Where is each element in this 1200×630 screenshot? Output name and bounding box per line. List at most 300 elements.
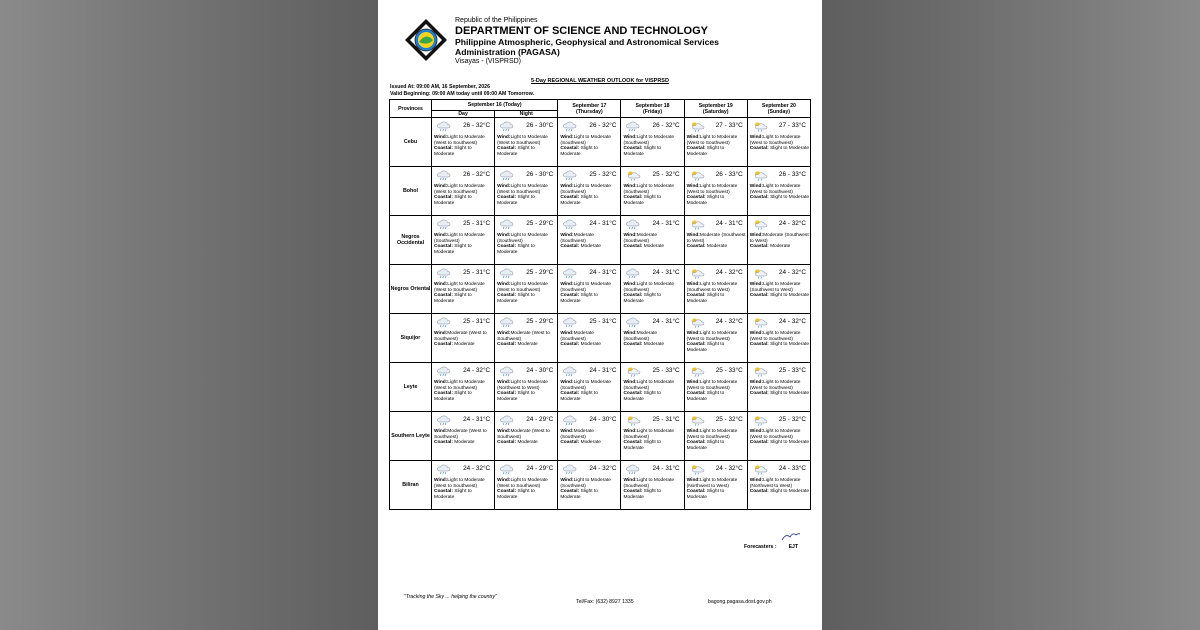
- coastal-value: Slight to Moderate: [770, 195, 809, 201]
- wind-label: Wind:: [749, 282, 764, 287]
- forecast-cell: [495, 461, 558, 510]
- wind-label: Wind:: [686, 135, 700, 140]
- coastal-value: Slight to Moderate: [686, 440, 725, 451]
- temperature-range: 25 - 31°C: [463, 269, 491, 276]
- wind-label: Wind:: [497, 478, 511, 483]
- day-subheader: Day: [432, 111, 495, 118]
- coastal-value: Slight to Moderate: [497, 195, 535, 206]
- forecast-cell: [495, 314, 558, 363]
- coastal-label: Coastal:: [497, 391, 517, 397]
- province-name: Cebu: [390, 118, 432, 167]
- forecasters-label: Forecasters :: [744, 544, 777, 550]
- wind-value: Light to Moderate (West to Southwest): [434, 184, 485, 195]
- coastal-value: Slight to Moderate: [686, 293, 725, 304]
- forecast-cell: [747, 265, 810, 314]
- forecast-cell: [747, 216, 810, 265]
- wind-label: Wind:: [560, 135, 574, 140]
- wind-label: Wind:: [749, 478, 764, 483]
- forecast-cell: [558, 363, 621, 412]
- coastal-value: Slight to Moderate: [623, 146, 662, 157]
- wind-value: Light to Moderate (West to Southwest): [497, 184, 548, 195]
- forecaster-signature: [781, 528, 801, 538]
- day-header: September 19 (Saturday): [684, 100, 747, 118]
- coastal-value: Slight to Moderate: [686, 391, 725, 402]
- letterhead: [455, 16, 719, 66]
- coastal-value: Slight to Moderate: [623, 293, 662, 304]
- coastal-value: Moderate: [454, 342, 475, 348]
- temperature-range: 24 - 32°C: [589, 465, 617, 472]
- coastal-label: Coastal:: [623, 293, 643, 299]
- wind-label: Wind:: [434, 282, 448, 287]
- forecast-details: [750, 282, 809, 299]
- temperature-range: 24 - 32°C: [778, 220, 806, 227]
- forecast-details: [434, 429, 493, 446]
- coastal-label: Coastal:: [749, 244, 769, 250]
- forecast-details: [434, 233, 493, 255]
- forecast-cell: [432, 118, 495, 167]
- temperature-range: 24 - 32°C: [715, 269, 743, 276]
- temperature-range: 25 - 32°C: [652, 171, 680, 178]
- wind-value: Moderate (Southwest): [560, 331, 594, 342]
- coastal-label: Coastal:: [749, 391, 769, 397]
- temperature-range: 24 - 32°C: [463, 465, 491, 472]
- temperature-range: 25 - 31°C: [463, 318, 491, 325]
- wind-label: Wind:: [560, 380, 574, 385]
- coastal-label: Coastal:: [434, 195, 453, 201]
- coastal-value: Slight to Moderate: [560, 195, 598, 206]
- wind-label: Wind:: [434, 233, 448, 238]
- coastal-value: Moderate: [454, 440, 475, 446]
- coastal-label: Coastal:: [560, 244, 580, 250]
- coastal-label: Coastal:: [497, 342, 517, 348]
- forecast-cell: [684, 118, 747, 167]
- coastal-label: Coastal:: [623, 440, 643, 446]
- temperature-range: 25 - 31°C: [463, 220, 491, 227]
- wind-label: Wind:: [434, 135, 448, 140]
- forecast-cell: [684, 216, 747, 265]
- temperature-range: 24 - 29°C: [526, 416, 554, 423]
- forecast-details: [687, 135, 746, 157]
- forecast-details: [497, 233, 556, 255]
- wind-value: Light to Moderate (Southwest): [560, 282, 611, 293]
- wind-label: Wind:: [749, 331, 764, 336]
- wind-value: Light to Moderate (Southwest to West): [686, 282, 738, 293]
- coastal-label: Coastal:: [560, 146, 580, 152]
- coastal-value: Moderate: [643, 244, 665, 250]
- temperature-range: 25 - 29°C: [526, 220, 554, 227]
- forecast-cell: [432, 216, 495, 265]
- coastal-label: Coastal:: [497, 195, 517, 201]
- forecast-cell: [621, 216, 684, 265]
- forecast-cell: [432, 461, 495, 510]
- forecast-cell: [747, 363, 810, 412]
- coastal-value: Slight to Moderate: [623, 195, 662, 206]
- forecast-cell: [684, 265, 747, 314]
- coastal-value: Slight to Moderate: [560, 489, 598, 500]
- forecast-details: [623, 429, 682, 451]
- temperature-range: 24 - 33°C: [778, 465, 806, 472]
- table-row: [390, 167, 811, 216]
- wind-value: Light to Moderate (Southwest): [623, 478, 675, 489]
- wind-label: Wind:: [686, 282, 700, 287]
- forecasters: [744, 544, 798, 550]
- forecast-cell: [621, 314, 684, 363]
- wind-label: Wind:: [623, 184, 637, 189]
- temperature-range: 25 - 29°C: [526, 318, 554, 325]
- forecast-details: [687, 282, 746, 304]
- wind-value: Light to Moderate (West to Southwest): [434, 282, 485, 293]
- wind-label: Wind:: [434, 380, 448, 385]
- wind-value: Light to Moderate (West to Southwest): [749, 331, 801, 342]
- wind-value: Light to Moderate (Southwest): [623, 429, 675, 440]
- forecast-cell: [432, 314, 495, 363]
- coastal-label: Coastal:: [623, 244, 643, 250]
- coastal-value: Slight to Moderate: [770, 146, 809, 152]
- province-name: Bohol: [390, 167, 432, 216]
- forecast-details: [560, 331, 619, 348]
- forecast-cell: [495, 167, 558, 216]
- wind-label: Wind:: [560, 478, 574, 483]
- forecaster-initials: EJT: [788, 544, 799, 550]
- temperature-range: 24 - 32°C: [715, 465, 743, 472]
- wind-label: Wind:: [749, 380, 764, 385]
- wind-label: Wind:: [686, 380, 700, 385]
- coastal-label: Coastal:: [434, 293, 453, 299]
- coastal-value: Slight to Moderate: [434, 146, 472, 157]
- coastal-value: Slight to Moderate: [686, 195, 725, 206]
- forecast-details: [750, 233, 809, 250]
- forecast-details: [623, 233, 682, 250]
- wind-label: Wind:: [434, 478, 448, 483]
- forecast-details: [497, 429, 556, 446]
- forecast-cell: [684, 461, 747, 510]
- forecast-cell: [558, 216, 621, 265]
- pagasa-logo: [404, 18, 448, 62]
- coastal-label: Coastal:: [749, 342, 769, 348]
- wind-label: Wind:: [434, 331, 448, 336]
- wind-value: Light to Moderate (West to Southwest): [686, 184, 738, 195]
- forecast-details: [497, 478, 556, 500]
- wind-label: Wind:: [560, 429, 574, 434]
- forecast-cell: [747, 118, 810, 167]
- coastal-label: Coastal:: [749, 146, 769, 152]
- forecast-cell: [684, 363, 747, 412]
- forecast-details: [560, 478, 619, 500]
- forecast-cell: [432, 167, 495, 216]
- wind-label: Wind:: [686, 478, 700, 483]
- forecast-details: [750, 429, 809, 446]
- table-row: [390, 265, 811, 314]
- forecast-details: [434, 331, 493, 348]
- forecast-cell: [747, 314, 810, 363]
- temperature-range: 24 - 31°C: [589, 220, 617, 227]
- temperature-range: 25 - 31°C: [652, 416, 680, 423]
- temperature-range: 26 - 32°C: [463, 171, 491, 178]
- coastal-label: Coastal:: [749, 293, 769, 299]
- temperature-range: 25 - 32°C: [715, 416, 743, 423]
- wind-value: Moderate (Southwest): [560, 429, 594, 440]
- coastal-value: Slight to Moderate: [686, 342, 725, 353]
- telfax: Tel/Fax: (632) 8927 1335: [576, 599, 634, 605]
- coastal-label: Coastal:: [560, 342, 580, 348]
- temperature-range: 26 - 32°C: [463, 122, 491, 129]
- background-left: [0, 0, 378, 630]
- coastal-label: Coastal:: [749, 195, 769, 201]
- coastal-label: Coastal:: [497, 440, 517, 446]
- forecast-details: [497, 331, 556, 348]
- coastal-label: Coastal:: [560, 293, 580, 299]
- outlook-document: [378, 0, 822, 630]
- coastal-value: Moderate: [517, 440, 538, 446]
- temperature-range: 25 - 29°C: [526, 269, 554, 276]
- forecast-details: [623, 135, 682, 157]
- forecast-cell: [432, 363, 495, 412]
- wind-label: Wind:: [623, 135, 637, 140]
- valid-period: Valid Beginning: 09:00 AM today until 09:00 AM Tomorrow.: [390, 90, 535, 97]
- forecast-cell: [495, 412, 558, 461]
- temperature-range: 24 - 29°C: [526, 465, 554, 472]
- coastal-label: Coastal:: [434, 440, 453, 446]
- coastal-value: Slight to Moderate: [497, 293, 535, 304]
- temperature-range: 27 - 33°C: [778, 122, 806, 129]
- forecast-details: [750, 380, 809, 397]
- forecast-details: [497, 282, 556, 304]
- wind-value: Light to Moderate (West to Southwest): [749, 429, 801, 440]
- temperature-range: 26 - 30°C: [526, 171, 554, 178]
- forecast-details: [687, 233, 746, 250]
- forecast-details: [497, 380, 556, 402]
- coastal-value: Slight to Moderate: [770, 391, 809, 397]
- coastal-value: Moderate: [517, 342, 538, 348]
- wind-value: Light to Moderate (West to Southwest): [749, 380, 801, 391]
- coastal-value: Slight to Moderate: [434, 489, 472, 500]
- temperature-range: 24 - 31°C: [652, 318, 680, 325]
- temperature-range: 24 - 31°C: [715, 220, 743, 227]
- forecast-details: [497, 135, 556, 157]
- forecast-cell: [747, 167, 810, 216]
- forecast-details: [434, 135, 493, 157]
- province-name: Siquijor: [390, 314, 432, 363]
- wind-value: Moderate (West to Southwest): [434, 331, 487, 342]
- background-right: [822, 0, 1200, 630]
- coastal-value: Moderate: [706, 244, 728, 250]
- forecast-cell: [495, 363, 558, 412]
- province-name: Leyte: [390, 363, 432, 412]
- coastal-label: Coastal:: [434, 244, 453, 250]
- forecast-details: [560, 380, 619, 402]
- temperature-range: 25 - 33°C: [652, 367, 680, 374]
- forecast-cell: [558, 412, 621, 461]
- temperature-range: 25 - 32°C: [589, 171, 617, 178]
- coastal-label: Coastal:: [497, 146, 517, 152]
- coastal-value: Slight to Moderate: [560, 391, 598, 402]
- wind-label: Wind:: [623, 282, 637, 287]
- temperature-range: 25 - 31°C: [589, 318, 617, 325]
- forecast-cell: [684, 412, 747, 461]
- temperature-range: 24 - 30°C: [589, 416, 617, 423]
- provinces-header: Provinces: [390, 100, 432, 118]
- temperature-range: 24 - 32°C: [715, 318, 743, 325]
- temperature-range: 24 - 32°C: [778, 269, 806, 276]
- coastal-label: Coastal:: [560, 489, 580, 495]
- wind-value: Light to Moderate (Southwest): [560, 380, 611, 391]
- forecast-details: [687, 331, 746, 353]
- temperature-range: 26 - 32°C: [652, 122, 680, 129]
- forecast-details: [623, 331, 682, 348]
- coastal-label: Coastal:: [686, 195, 706, 201]
- coastal-value: Slight to Moderate: [686, 146, 725, 157]
- wind-value: Light to Moderate (Southwest): [623, 135, 675, 146]
- coastal-value: Slight to Moderate: [434, 293, 472, 304]
- wind-label: Wind:: [497, 380, 511, 385]
- coastal-label: Coastal:: [686, 440, 706, 446]
- province-name: Biliran: [390, 461, 432, 510]
- wind-label: Wind:: [749, 184, 764, 189]
- coastal-value: Slight to Moderate: [560, 146, 598, 157]
- coastal-value: Slight to Moderate: [770, 440, 809, 446]
- wind-value: Light to Moderate (Northwest to West): [749, 478, 801, 489]
- wind-value: Moderate (West to Southwest): [497, 429, 550, 440]
- coastal-label: Coastal:: [686, 391, 706, 397]
- forecast-cell: [684, 167, 747, 216]
- wind-value: Light to Moderate (Northwest to West): [686, 478, 738, 489]
- coastal-label: Coastal:: [497, 293, 517, 299]
- table-row: [390, 216, 811, 265]
- temperature-range: 24 - 30°C: [526, 367, 554, 374]
- forecast-cell: [621, 167, 684, 216]
- wind-value: Light to Moderate (Southwest): [560, 184, 611, 195]
- forecast-cell: [432, 265, 495, 314]
- wind-value: Light to Moderate (West to Southwest): [497, 282, 548, 293]
- wind-value: Moderate (Southwest to West): [686, 233, 746, 244]
- coastal-value: Slight to Moderate: [623, 489, 662, 500]
- wind-value: Light to Moderate (Southwest): [434, 233, 485, 244]
- wind-value: Light to Moderate (West to Southwest): [686, 380, 738, 391]
- wind-label: Wind:: [560, 331, 574, 336]
- coastal-label: Coastal:: [686, 489, 706, 495]
- table-row: [390, 412, 811, 461]
- wind-value: Light to Moderate (Southwest): [623, 380, 675, 391]
- wind-label: Wind:: [497, 331, 511, 336]
- temperature-range: 24 - 32°C: [463, 367, 491, 374]
- coastal-label: Coastal:: [686, 342, 706, 348]
- wind-value: Light to Moderate (Southwest): [560, 135, 611, 146]
- forecast-cell: [495, 265, 558, 314]
- report-title: 5-Day REGIONAL WEATHER OUTLOOK for VISPRSD: [531, 78, 669, 84]
- temperature-range: 24 - 31°C: [652, 220, 680, 227]
- coastal-value: Slight to Moderate: [560, 293, 598, 304]
- night-subheader: Night: [495, 111, 558, 118]
- wind-label: Wind:: [560, 282, 574, 287]
- coastal-value: Slight to Moderate: [686, 489, 725, 500]
- forecast-cell: [747, 412, 810, 461]
- coastal-label: Coastal:: [560, 440, 580, 446]
- coastal-label: Coastal:: [749, 440, 769, 446]
- coastal-value: Slight to Moderate: [770, 489, 809, 495]
- forecast-cell: [621, 265, 684, 314]
- issue-info: [390, 84, 534, 97]
- outlook-body: [390, 118, 811, 510]
- coastal-label: Coastal:: [623, 489, 643, 495]
- province-name: Negros Oriental: [390, 265, 432, 314]
- coastal-value: Moderate: [770, 244, 791, 250]
- forecast-cell: [747, 461, 810, 510]
- outlook-table: [389, 99, 811, 510]
- temperature-range: 24 - 31°C: [463, 416, 491, 423]
- wind-value: Light to Moderate (West to Southwest): [434, 135, 485, 146]
- coastal-label: Coastal:: [623, 195, 643, 201]
- temperature-range: 26 - 33°C: [715, 171, 743, 178]
- temperature-range: 25 - 33°C: [715, 367, 743, 374]
- coastal-label: Coastal:: [434, 391, 453, 397]
- forecast-details: [623, 478, 682, 500]
- forecast-details: [623, 282, 682, 304]
- temperature-range: 27 - 33°C: [715, 122, 743, 129]
- wind-value: Light to Moderate (West to Southwest): [497, 135, 548, 146]
- wind-label: Wind:: [623, 478, 637, 483]
- forecast-details: [687, 380, 746, 402]
- wind-label: Wind:: [497, 233, 511, 238]
- forecast-details: [434, 184, 493, 206]
- province-name: Southern Leyte: [390, 412, 432, 461]
- forecast-details: [434, 380, 493, 402]
- motto: "Tracking the Sky ... helping the country": [404, 594, 497, 600]
- forecast-details: [560, 233, 619, 250]
- coastal-label: Coastal:: [686, 244, 706, 250]
- wind-value: Light to Moderate (Southwest): [497, 233, 548, 244]
- wind-label: Wind:: [560, 233, 574, 238]
- wind-value: Light to Moderate (Southwest): [560, 478, 611, 489]
- wind-label: Wind:: [623, 233, 637, 238]
- wind-label: Wind:: [434, 184, 448, 189]
- coastal-label: Coastal:: [497, 489, 517, 495]
- wind-label: Wind:: [749, 429, 764, 434]
- temperature-range: 26 - 32°C: [589, 122, 617, 129]
- forecast-details: [750, 331, 809, 348]
- forecast-cell: [432, 412, 495, 461]
- wind-value: Moderate (Southwest): [560, 233, 594, 244]
- wind-value: Light to Moderate (West to Southwest): [749, 184, 801, 195]
- temperature-range: 24 - 31°C: [652, 269, 680, 276]
- day-header: September 20 (Sunday): [747, 100, 810, 118]
- forecast-details: [750, 135, 809, 152]
- wind-label: Wind:: [686, 233, 700, 238]
- wind-value: Moderate (West to Southwest): [434, 429, 487, 440]
- coastal-value: Slight to Moderate: [497, 391, 535, 402]
- coastal-value: Slight to Moderate: [497, 489, 535, 500]
- coastal-label: Coastal:: [497, 244, 517, 250]
- forecast-cell: [558, 461, 621, 510]
- wind-label: Wind:: [749, 135, 764, 140]
- forecast-cell: [558, 265, 621, 314]
- temperature-range: 24 - 31°C: [589, 269, 617, 276]
- website: bagong.pagasa.dost.gov.ph: [708, 599, 772, 605]
- issued-at: Issued At: 09:00 AM, 16 September, 2026: [390, 84, 490, 90]
- republic-label: Republic of the Philippines: [455, 17, 538, 24]
- forecast-details: [560, 282, 619, 304]
- agency-name-2: Administration (PAGASA): [455, 47, 560, 57]
- coastal-value: Slight to Moderate: [770, 342, 809, 348]
- region-label: Visayas - (VISPRSD): [455, 58, 521, 65]
- wind-value: Light to Moderate (West to Southwest): [434, 478, 485, 489]
- agency-name: Philippine Atmospheric, Geophysical and Astronomical Services: [455, 37, 719, 47]
- wind-value: Light to Moderate (West to Southwest): [686, 135, 738, 146]
- forecast-details: [560, 429, 619, 446]
- wind-value: Light to Moderate (West to Southwest): [686, 429, 738, 440]
- coastal-label: Coastal:: [623, 146, 643, 152]
- wind-label: Wind:: [686, 429, 700, 434]
- forecast-cell: [621, 461, 684, 510]
